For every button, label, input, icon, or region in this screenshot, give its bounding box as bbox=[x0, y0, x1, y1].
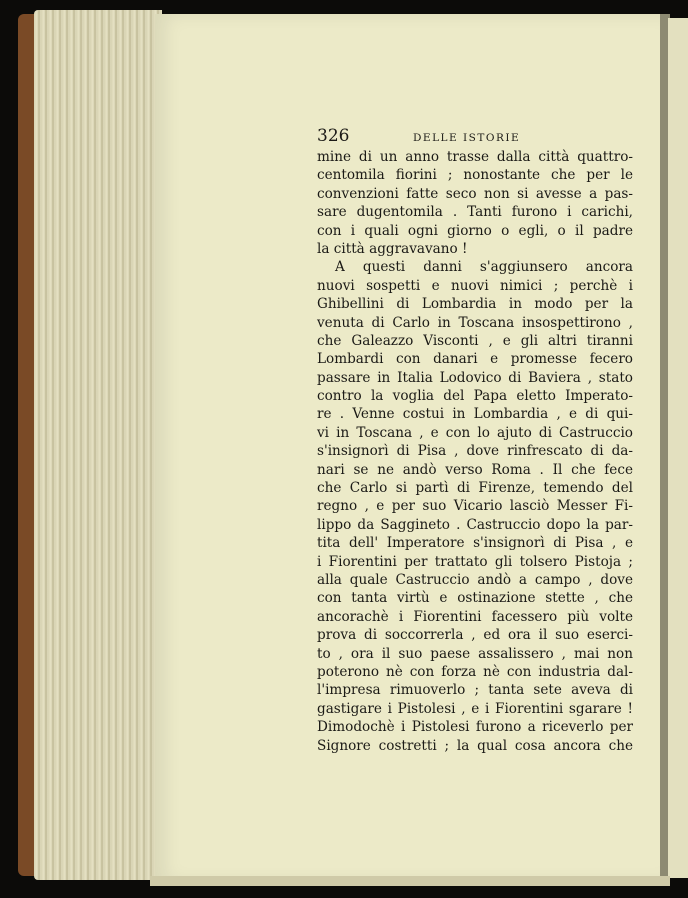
text-line: gastigare i Pistolesi , e i Fiorentini sgarare ! bbox=[317, 700, 633, 717]
page-number: 326 bbox=[317, 126, 350, 146]
text-line: l'impresa rimuoverlo ; tanta sete aveva di bbox=[317, 682, 633, 699]
text-line: s'insignorì di Pisa , dove rinfrescato di da- bbox=[317, 443, 633, 460]
page-header bbox=[317, 126, 633, 148]
text-line: Lombardi con danari e promesse fecero bbox=[317, 351, 633, 368]
text-line: contro la voglia del Papa eletto Imperato- bbox=[317, 388, 633, 405]
text-line: alla quale Castruccio andò a campo , dove bbox=[317, 571, 633, 588]
text-line: con tanta virtù e ostinazione stette , che bbox=[317, 590, 633, 607]
text-line: Signore costretti ; la qual cosa ancora che bbox=[317, 737, 633, 754]
text-line: to , ora il suo paese assalissero , mai non bbox=[317, 645, 633, 662]
text-line: lippo da Saggineto . Castruccio dopo la par- bbox=[317, 516, 633, 533]
text-line: centomila fiorini ; nonostante che per le bbox=[317, 167, 633, 184]
text-line: venuta di Carlo in Toscana insospettirono , bbox=[317, 314, 633, 331]
text-line: Dimodochè i Pistolesi furono a riceverlo per bbox=[317, 719, 633, 736]
text-line: nuovi sospetti e nuovi nimici ; perchè i bbox=[317, 277, 633, 294]
running-header: DELLE ISTORIE bbox=[413, 132, 521, 144]
text-line: che Galeazzo Visconti , e gli altri tiranni bbox=[317, 332, 633, 349]
text-line: sare dugentomila . Tanti furono i carichi, bbox=[317, 204, 633, 221]
text-line: prova di soccorrerla , ed ora il suo eserci- bbox=[317, 627, 633, 644]
text-line: poterono nè con forza nè con industria dal- bbox=[317, 663, 633, 680]
facing-page bbox=[668, 18, 688, 878]
text-line: convenzioni fatte seco non si avesse a pas- bbox=[317, 185, 633, 202]
text-line: regno , e per suo Vicario lasciò Messer Fi- bbox=[317, 498, 633, 515]
text-line: la città aggravavano ! bbox=[317, 240, 468, 257]
text-line: con i quali ogni giorno o egli, o il padre bbox=[317, 222, 633, 239]
text-line: ancorachè i Fiorentini facessero più volte bbox=[317, 608, 633, 625]
text-line: mine di un anno trasse dalla città quattro- bbox=[317, 149, 633, 165]
page-edges bbox=[34, 10, 162, 880]
text-line: che Carlo si partì di Firenze, temendo del bbox=[317, 480, 633, 497]
text-line: re . Venne costui in Lombardia , e di qui- bbox=[317, 406, 633, 423]
page-bottom-edge bbox=[150, 876, 670, 886]
text-line: passare in Italia Lodovico di Baviera , stato bbox=[317, 369, 633, 386]
text-line: i Fiorentini per trattato gli tolsero Pistoja ; bbox=[317, 553, 633, 570]
text-line: nari se ne andò verso Roma . Il che fece bbox=[317, 461, 633, 478]
text-block bbox=[317, 126, 633, 755]
paragraph-start: A questi danni s'aggiunsero ancora bbox=[335, 259, 633, 276]
text-line: vi in Toscana , e con lo ajuto di Castruccio bbox=[317, 424, 633, 441]
text-line: Ghibellini di Lombardia in modo per la bbox=[317, 296, 633, 313]
text-line: tita dell' Imperatore s'insignorì di Pisa , e bbox=[317, 535, 633, 552]
